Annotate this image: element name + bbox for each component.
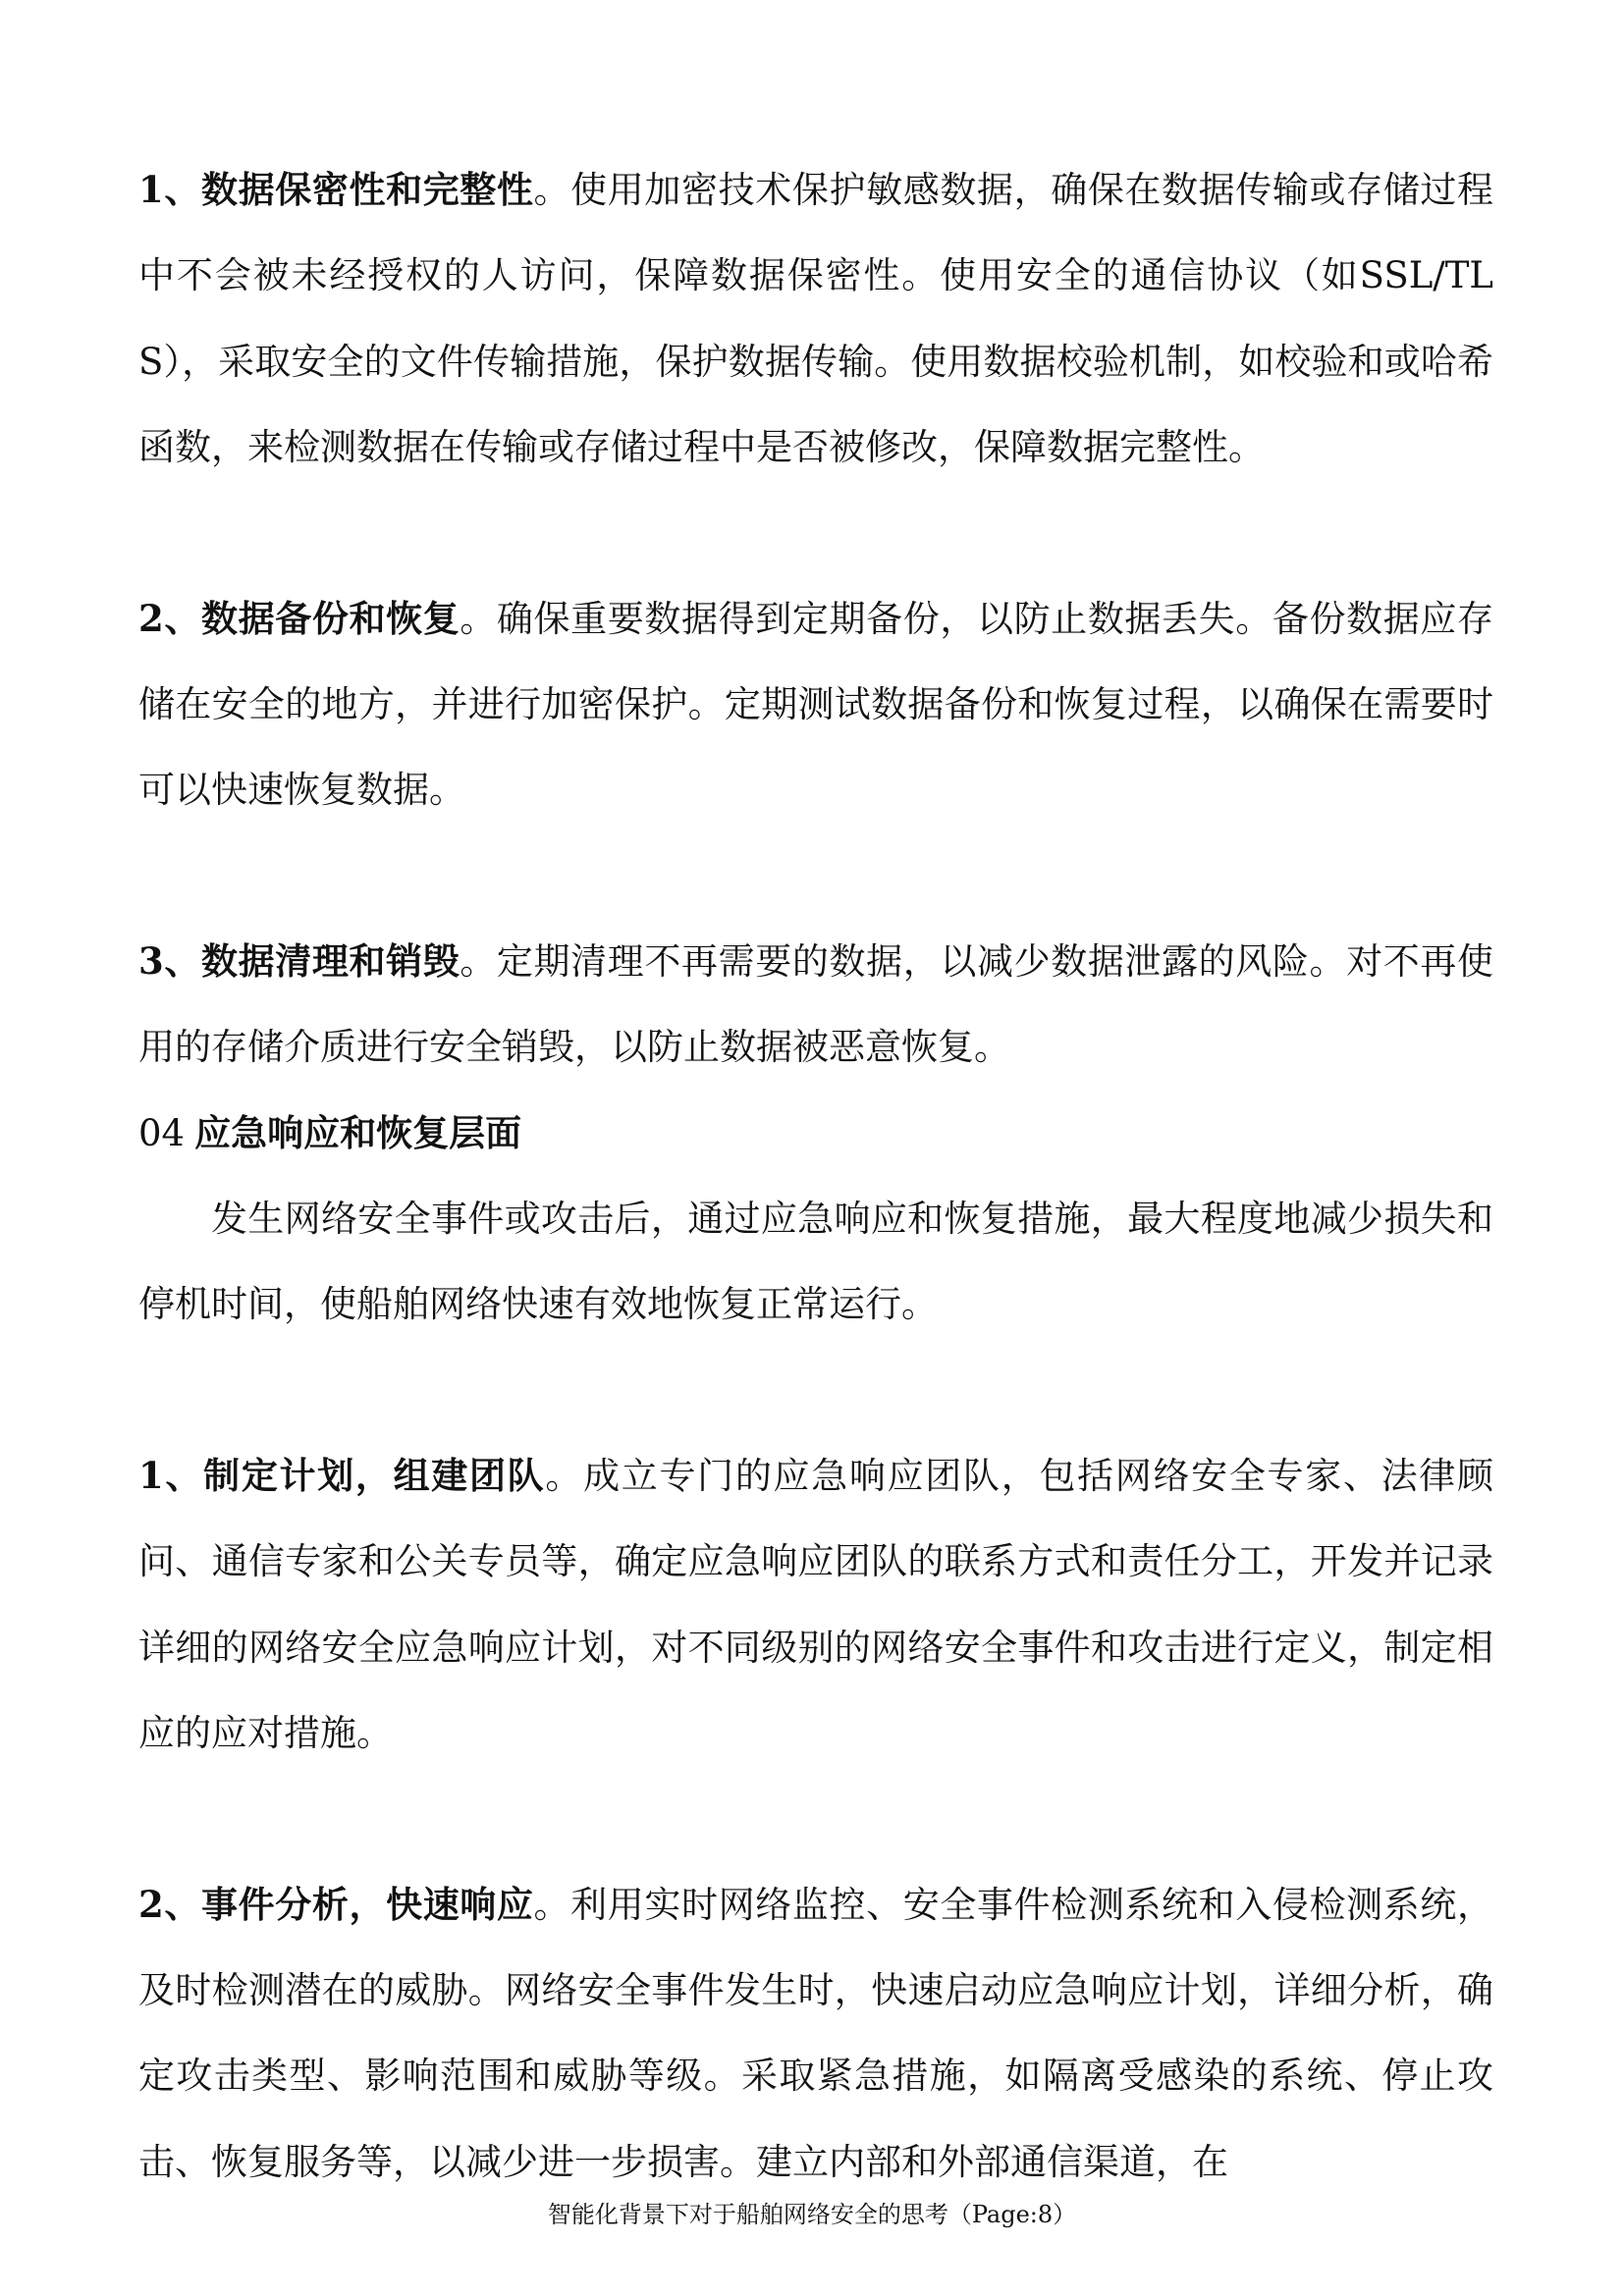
document-body: [138, 147, 1493, 2205]
paragraph-data-confidentiality: [138, 147, 1493, 491]
paragraph-body: 。定期清理不再需要的数据，以减少数据泄露的风险。对不再使用的存储介质进行安全销毁，以防止数据被恶意恢复。: [138, 939, 1493, 1069]
paragraph-lead: 1、数据保密性和完整性: [138, 168, 534, 211]
paragraph-body: 。利用实时网络监控、安全事件检测系统和入侵检测系统，及时检测潜在的威胁。网络安全事件发生时，快速启动应急响应计划，详细分析，确定攻击类型、影响范围和威胁等级。采取紧急措施，如隔离受感染的系统、停止攻击、恢复服务等，以减少进一步损害。建立内部和外部通信渠道，在: [138, 1883, 1493, 2183]
paragraph-lead: 2、数据备份和恢复: [138, 596, 460, 640]
paragraph-plan-team: [138, 1433, 1493, 1777]
paragraph-body: 。确保重要数据得到定期备份，以防止数据丢失。备份数据应存储在安全的地方，并进行加密保护。定期测试数据备份和恢复过程，以确保在需要时可以快速恢复数据。: [138, 597, 1493, 812]
paragraph-event-analysis: [138, 1862, 1493, 2206]
paragraph-body: 。使用加密技术保护敏感数据，确保在数据传输或存储过程中不会被未经授权的人访问，保障数据保密性。使用安全的通信协议（如SSL/TLS），采取安全的文件传输措施，保护数据传输。使用数据校验机制，如校验和或哈希函数，来检测数据在传输或存储过程中是否被修改，保障数据完整性。: [138, 169, 1493, 469]
paragraph-lead: 1、制定计划，组建团队: [138, 1453, 546, 1497]
paragraph-data-cleanup: [138, 919, 1493, 1091]
paragraph-intro: 发生网络安全事件或攻击后，通过应急响应和恢复措施，最大程度地减少损失和停机时间，使船舶网络快速有效地恢复正常运行。: [138, 1198, 1493, 1326]
section-heading: [138, 1091, 1493, 1176]
section-title: 应急响应和恢复层面: [194, 1110, 522, 1154]
section-number: 04: [138, 1111, 186, 1154]
paragraph-body: 。成立专门的应急响应团队，包括网络安全专家、法律顾问、通信专家和公关专员等，确定应急响应团队的联系方式和责任分工，开发并记录详细的网络安全应急响应计划，对不同级别的网络安全事件和攻击进行定义，制定相应的应对措施。: [138, 1454, 1494, 1755]
paragraph-lead: 2、事件分析，快速响应: [138, 1882, 534, 1926]
paragraph-data-backup: [138, 576, 1493, 833]
paragraph-lead: 3、数据清理和销毁: [138, 938, 460, 983]
page-footer: 智能化背景下对于船舶网络安全的思考（Page:8）: [547, 2201, 1077, 2228]
